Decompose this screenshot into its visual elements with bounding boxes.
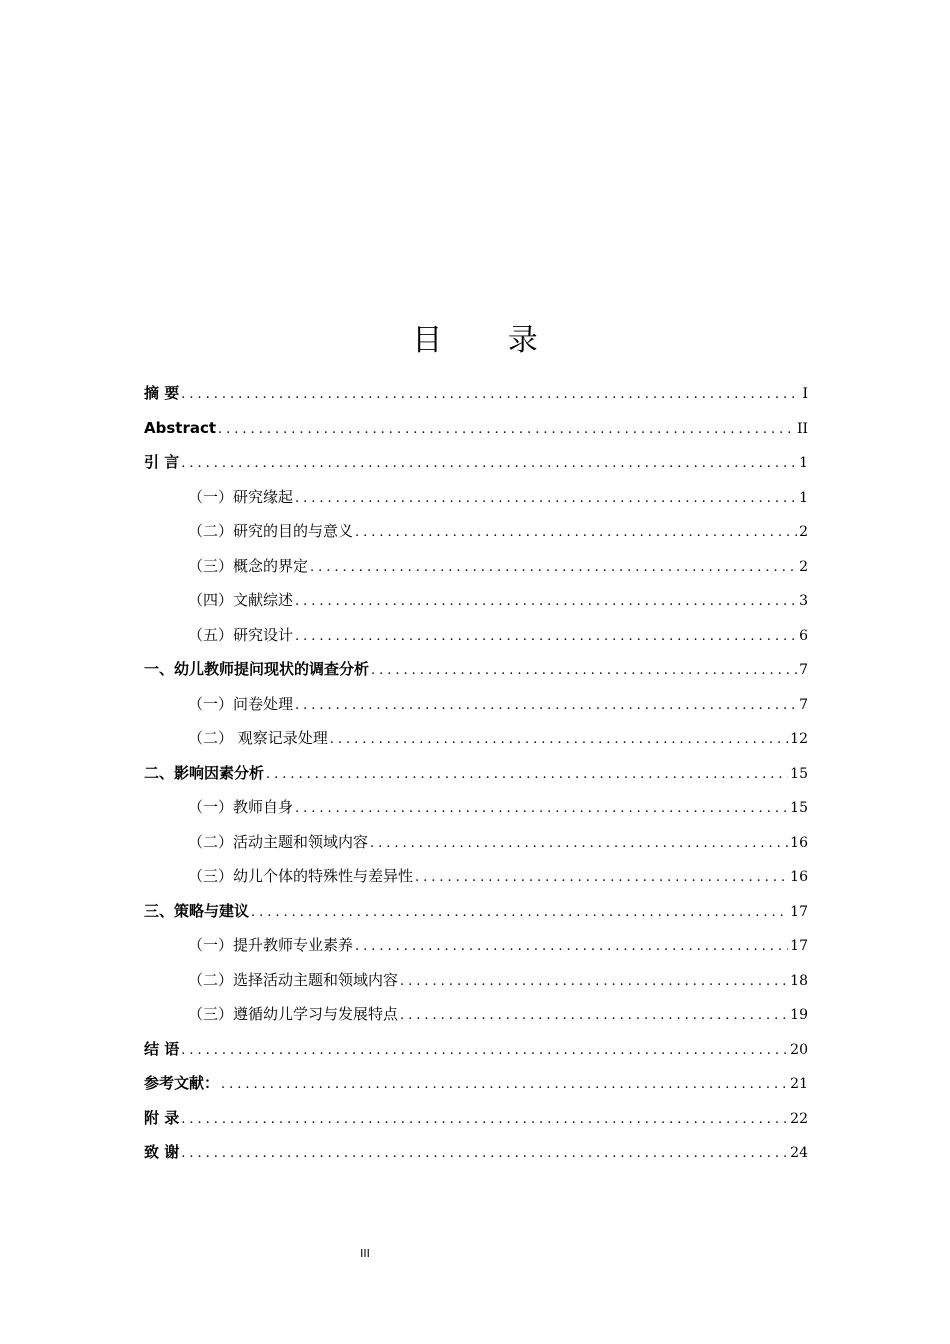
toc-leader-dots xyxy=(181,378,800,413)
toc-leader-dots xyxy=(181,1034,788,1069)
toc-entry-label: （四）文献综述 xyxy=(188,591,294,609)
toc-entry-label: 摘 要 xyxy=(144,384,180,402)
toc-entry-label: 附 录 xyxy=(144,1108,180,1127)
toc-leader-dots xyxy=(295,482,797,517)
toc-entry-page: 1 xyxy=(799,489,808,506)
toc-leader-dots xyxy=(400,999,788,1034)
toc-leader-dots xyxy=(295,689,797,724)
toc-entry-page: I xyxy=(802,386,808,402)
toc-entry-page: 22 xyxy=(790,1110,808,1127)
toc-entry-page: 1 xyxy=(799,455,808,471)
toc-entry-page: 7 xyxy=(799,696,808,713)
page-title: 目 录 xyxy=(412,323,566,358)
toc-entry[interactable] xyxy=(144,790,808,825)
toc-entry[interactable] xyxy=(144,825,808,860)
toc-leader-dots xyxy=(355,930,788,965)
toc-entry-label: （一）提升教师专业素养 xyxy=(188,936,354,954)
toc-entry-label: （五）研究设计 xyxy=(188,625,294,644)
toc-entry-label: （一）研究缘起 xyxy=(188,487,294,506)
toc-entry-label: （三）概念的界定 xyxy=(188,556,309,575)
toc-entry-page: 15 xyxy=(790,765,808,782)
toc-entry-page: 18 xyxy=(790,972,808,989)
toc-leader-dots xyxy=(330,723,788,758)
toc-leader-dots xyxy=(251,896,788,931)
toc-entry-label: 致 谢 xyxy=(144,1143,180,1161)
toc-leader-dots xyxy=(295,792,788,827)
toc-entry[interactable] xyxy=(144,583,808,618)
toc-entry-page: II xyxy=(796,420,808,437)
toc-entry-page: 17 xyxy=(790,938,808,954)
toc-entry-label: （一）教师自身 xyxy=(188,798,294,816)
toc-leader-dots xyxy=(218,413,795,448)
toc-entry-page: 21 xyxy=(790,1076,808,1092)
toc-entry[interactable] xyxy=(144,411,808,446)
toc-entry[interactable] xyxy=(144,1066,808,1101)
toc-entry-label: （一）问卷处理 xyxy=(188,694,294,713)
toc-leader-dots xyxy=(295,585,797,620)
toc-entry-page: 20 xyxy=(790,1041,808,1058)
toc-leader-dots xyxy=(400,965,788,1000)
toc-entry[interactable] xyxy=(144,1101,808,1136)
toc-entry-label: （二） 观察记录处理 xyxy=(188,729,328,747)
toc-entry[interactable] xyxy=(144,756,808,791)
toc-entry-label: （二）研究的目的与意义 xyxy=(188,522,354,540)
toc-entry-page: 2 xyxy=(799,524,808,540)
toc-leader-dots xyxy=(181,1137,788,1172)
toc-entry[interactable] xyxy=(144,997,808,1032)
toc-entry-page: 24 xyxy=(790,1145,808,1161)
footer-page-number: III xyxy=(360,1247,370,1260)
toc-entry-label: （二）选择活动主题和领域内容 xyxy=(188,970,399,989)
toc-leader-dots xyxy=(370,827,788,862)
toc-entry[interactable] xyxy=(144,618,808,653)
toc-leader-dots xyxy=(415,861,788,896)
toc-leader-dots xyxy=(371,654,797,689)
toc-entry[interactable] xyxy=(144,721,808,756)
toc-entry-label: （二）活动主题和领域内容 xyxy=(188,832,369,851)
toc-entry-page: 16 xyxy=(790,834,808,851)
toc-entry-label: 引 言 xyxy=(144,453,180,471)
toc-entry-page: 7 xyxy=(799,662,808,678)
toc-entry-page: 6 xyxy=(799,627,808,644)
toc-entry-page: 12 xyxy=(790,731,808,747)
toc-entry-label: （三）幼儿个体的特殊性与差异性 xyxy=(188,867,414,885)
toc-leader-dots xyxy=(310,551,797,586)
toc-entry-page: 15 xyxy=(790,800,808,816)
toc-entry-label: 三、策略与建议 xyxy=(144,901,250,920)
toc-entry-label: 结 语 xyxy=(144,1039,180,1058)
toc-entry[interactable] xyxy=(144,514,808,549)
toc-leader-dots xyxy=(266,758,788,793)
toc-entry-page: 17 xyxy=(790,903,808,920)
toc-entry[interactable] xyxy=(144,549,808,584)
toc-leader-dots xyxy=(181,1103,788,1138)
toc-entry[interactable] xyxy=(144,859,808,894)
toc-leader-dots xyxy=(221,1068,788,1103)
toc-entry-label: 一、幼儿教师提问现状的调查分析 xyxy=(144,660,370,678)
toc-leader-dots xyxy=(295,620,797,655)
toc-entry-label: （三）遵循幼儿学习与发展特点 xyxy=(188,1005,399,1023)
toc-entry[interactable] xyxy=(144,480,808,515)
toc-entry[interactable] xyxy=(144,963,808,998)
toc-leader-dots xyxy=(355,516,797,551)
toc-entry[interactable] xyxy=(144,928,808,963)
toc-entry-page: 2 xyxy=(799,558,808,575)
toc-entry-page: 3 xyxy=(799,593,808,609)
toc-entry-page: 19 xyxy=(790,1007,808,1023)
toc-entry-label: 参考文献： xyxy=(144,1074,220,1092)
toc-entry-label: 二、影响因素分析 xyxy=(144,763,265,782)
toc-entry-page: 16 xyxy=(790,869,808,885)
toc-entry[interactable] xyxy=(144,1135,808,1170)
toc-entry[interactable] xyxy=(144,687,808,722)
toc-entry[interactable] xyxy=(144,894,808,929)
toc-entry[interactable] xyxy=(144,376,808,411)
toc-entry[interactable] xyxy=(144,445,808,480)
toc-entry-label: Abstract xyxy=(144,418,217,437)
toc-entry[interactable] xyxy=(144,1032,808,1067)
toc-leader-dots xyxy=(181,447,797,482)
table-of-contents xyxy=(144,376,808,1170)
toc-entry[interactable] xyxy=(144,652,808,687)
